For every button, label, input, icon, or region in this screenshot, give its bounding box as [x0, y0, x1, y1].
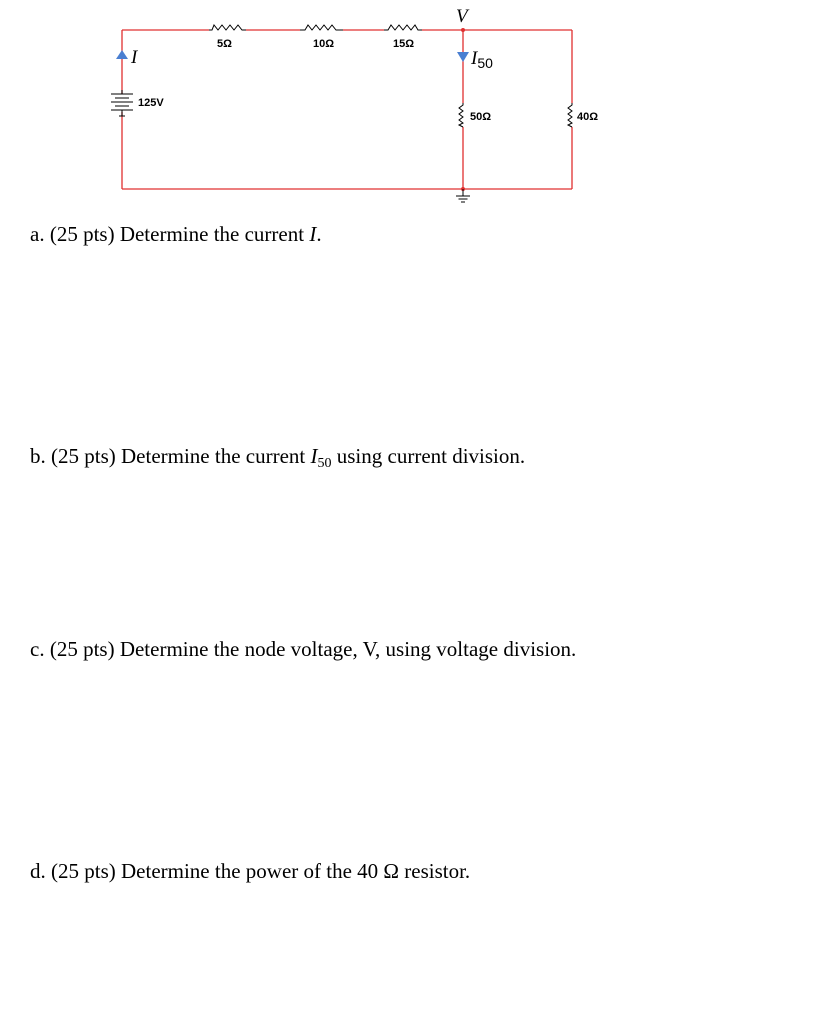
resistor-10-label: 10Ω	[313, 38, 335, 50]
question-a: a. (25 pts) Determine the current I.	[30, 222, 322, 246]
resistor-40-ohm	[568, 103, 572, 127]
node-voltage-label: V	[456, 6, 468, 27]
resistor-10-ohm	[300, 25, 343, 30]
resistor-50-label: 50Ω	[470, 111, 492, 123]
question-b: b. (25 pts) Determine the current $I_{50}$ using current division.	[30, 444, 526, 471]
resistor-15-label: 15Ω	[393, 38, 415, 50]
resistor-5-ohm	[209, 25, 246, 30]
resistor-50-ohm	[459, 103, 463, 127]
question-d: d. (25 pts) Determine the power of the 40 Ω resistor.	[30, 859, 471, 883]
current-arrow-icon	[116, 50, 128, 59]
circuit-diagram	[0, 0, 827, 215]
current-label: I	[131, 47, 138, 68]
source-voltage-label: 125V	[138, 97, 164, 109]
resistor-40-label: 40Ω	[577, 111, 599, 123]
branch-current-label: I50	[471, 48, 493, 71]
node-v-dot	[461, 28, 465, 32]
wires	[122, 30, 572, 189]
voltage-source	[111, 90, 133, 116]
branch-current-arrow-icon	[457, 52, 469, 62]
resistor-5-label: 5Ω	[217, 38, 232, 50]
resistor-15-ohm	[384, 25, 422, 30]
question-c: c. (25 pts) Determine the node voltage, V, using voltage division.	[30, 637, 577, 661]
